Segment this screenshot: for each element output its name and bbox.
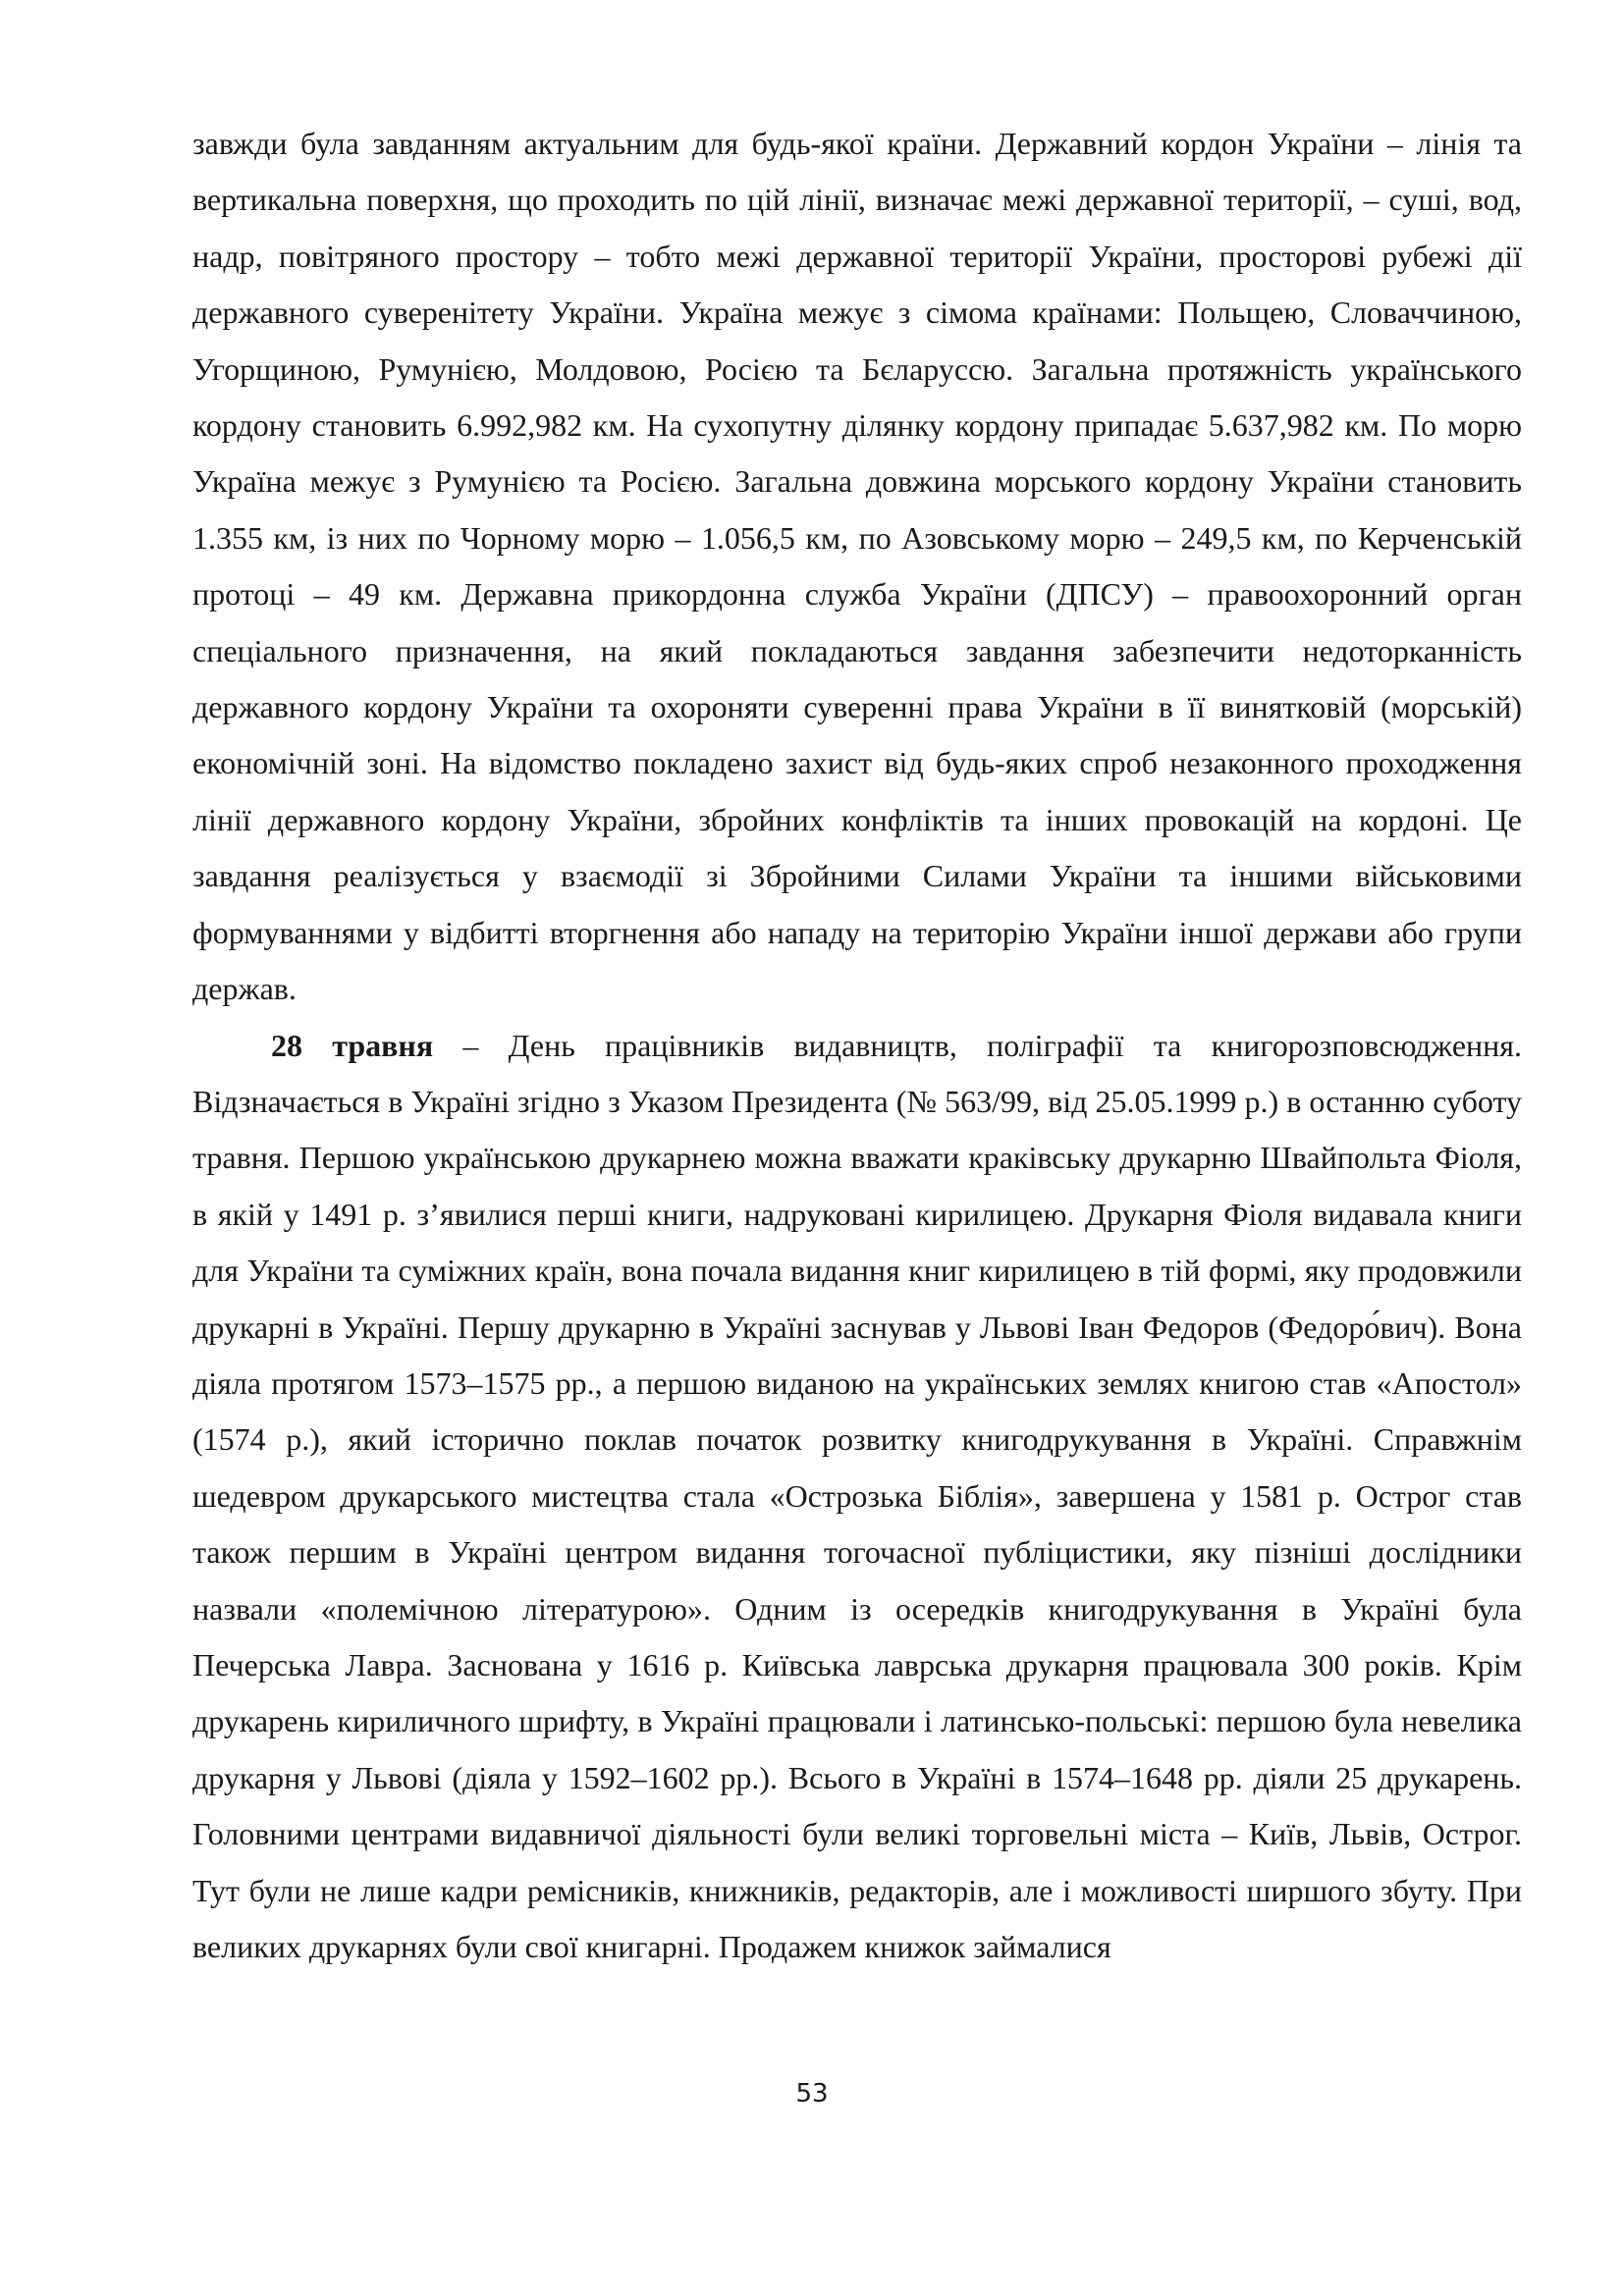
page-number: 53	[795, 2079, 829, 2109]
paragraph-lead-date: 28 травня	[271, 1027, 434, 1063]
paragraph-text: завжди була завданням актуальним для будь-якої країни. Державний кордон України – лінія та вертикальна поверхня, що проходить по цій лінії, визначає межі державної території, – суші, вод, надр, повітряного простору – тобто межі державної території України, просторові рубежі дії державного суверенітету України. Україна межує з сімома країнами: Польщею, Словаччиною, Угорщиною, Румунією, Молдовою, Росією та Бєларуссю. Загальна протяжність українського кордону становить 6.992,982 км. На сухопутну ділянку кордону припадає 5.637,982 км. По морю Україна межує з Румунією та Росією. Загальна довжина морського кордону України становить 1.355 км, із них по Чорному морю – 1.056,5 км, по Азовському морю – 249,5 км, по Керченській протоці – 49 км. Державна прикордонна служба України (ДПСУ) – правоохоронний орган спеціального призначення, на який покладаються завдання забезпечити недоторканність державного кордону України та охороняти суверенні права України в її винятковій (морській) економічній зоні. На відомство покладено захист від будь-яких спроб незаконного проходження лінії державного кордону України, збройних конфліктів та інших провокацій на кордоні. Це завдання реалізується у взаємодії зі Збройними Силами України та іншими військовими формуваннями у відбитті вторгнення або нападу на територію України іншої держави або групи держав.	[192, 126, 1522, 1007]
body-text	[192, 116, 1522, 1975]
paragraph-text: – День працівників видавництв, поліграфії та книгорозповсюдження. Відзначається в Україні згідно з Указом Президента (№ 563/99, від 25.05.1999 р.) в останню суботу травня. Першою українською друкарнею можна вважати краківську друкарню Швайпольта Фіоля, в якій у 1491 р. з’явилися перші книги, надруковані кирилицею. Друкарня Фіоля видавала книги для України та суміжних країн, вона почала видання книг кирилицею в тій формі, яку продовжили друкарні в Україні. Першу друкарню в Україні заснував у Львові Іван Федоров (Федоро́вич). Вона діяла протягом 1573–1575 рр., а першою виданою на українських землях книгою став «Апостол» (1574 р.), який історично поклав початок розвитку книгодрукування в Україні. Справжнім шедевром друкарського мистецтва стала «Острозька Біблія», завершена у 1581 р. Острог став також першим в Україні центром видання тогочасної публіцистики, яку пізніші дослідники назвали «полемічною літературою». Одним із осередків книгодрукування в Україні була Печерська Лавра. Заснована у 1616 р. Київська лаврська друкарня працювала 300 років. Крім друкарень кириличного шрифту, в Україні працювали і латинсько-польські: першою була невелика друкарня у Львові (діяла у 1592–1602 рр.). Всього в Україні в 1574–1648 рр. діяли 25 друкарень. Головними центрами видавничої діяльності були великі торговельні міста – Київ, Львів, Острог. Тут були не лише кадри ремісників, книжників, редакторів, але і можливості ширшого збуту. При великих друкарнях були свої книгарні. Продажем книжок займалися	[192, 1027, 1523, 1964]
paragraph-border-continuation	[192, 116, 1522, 1018]
paragraph-publishing-day	[192, 1018, 1522, 1976]
